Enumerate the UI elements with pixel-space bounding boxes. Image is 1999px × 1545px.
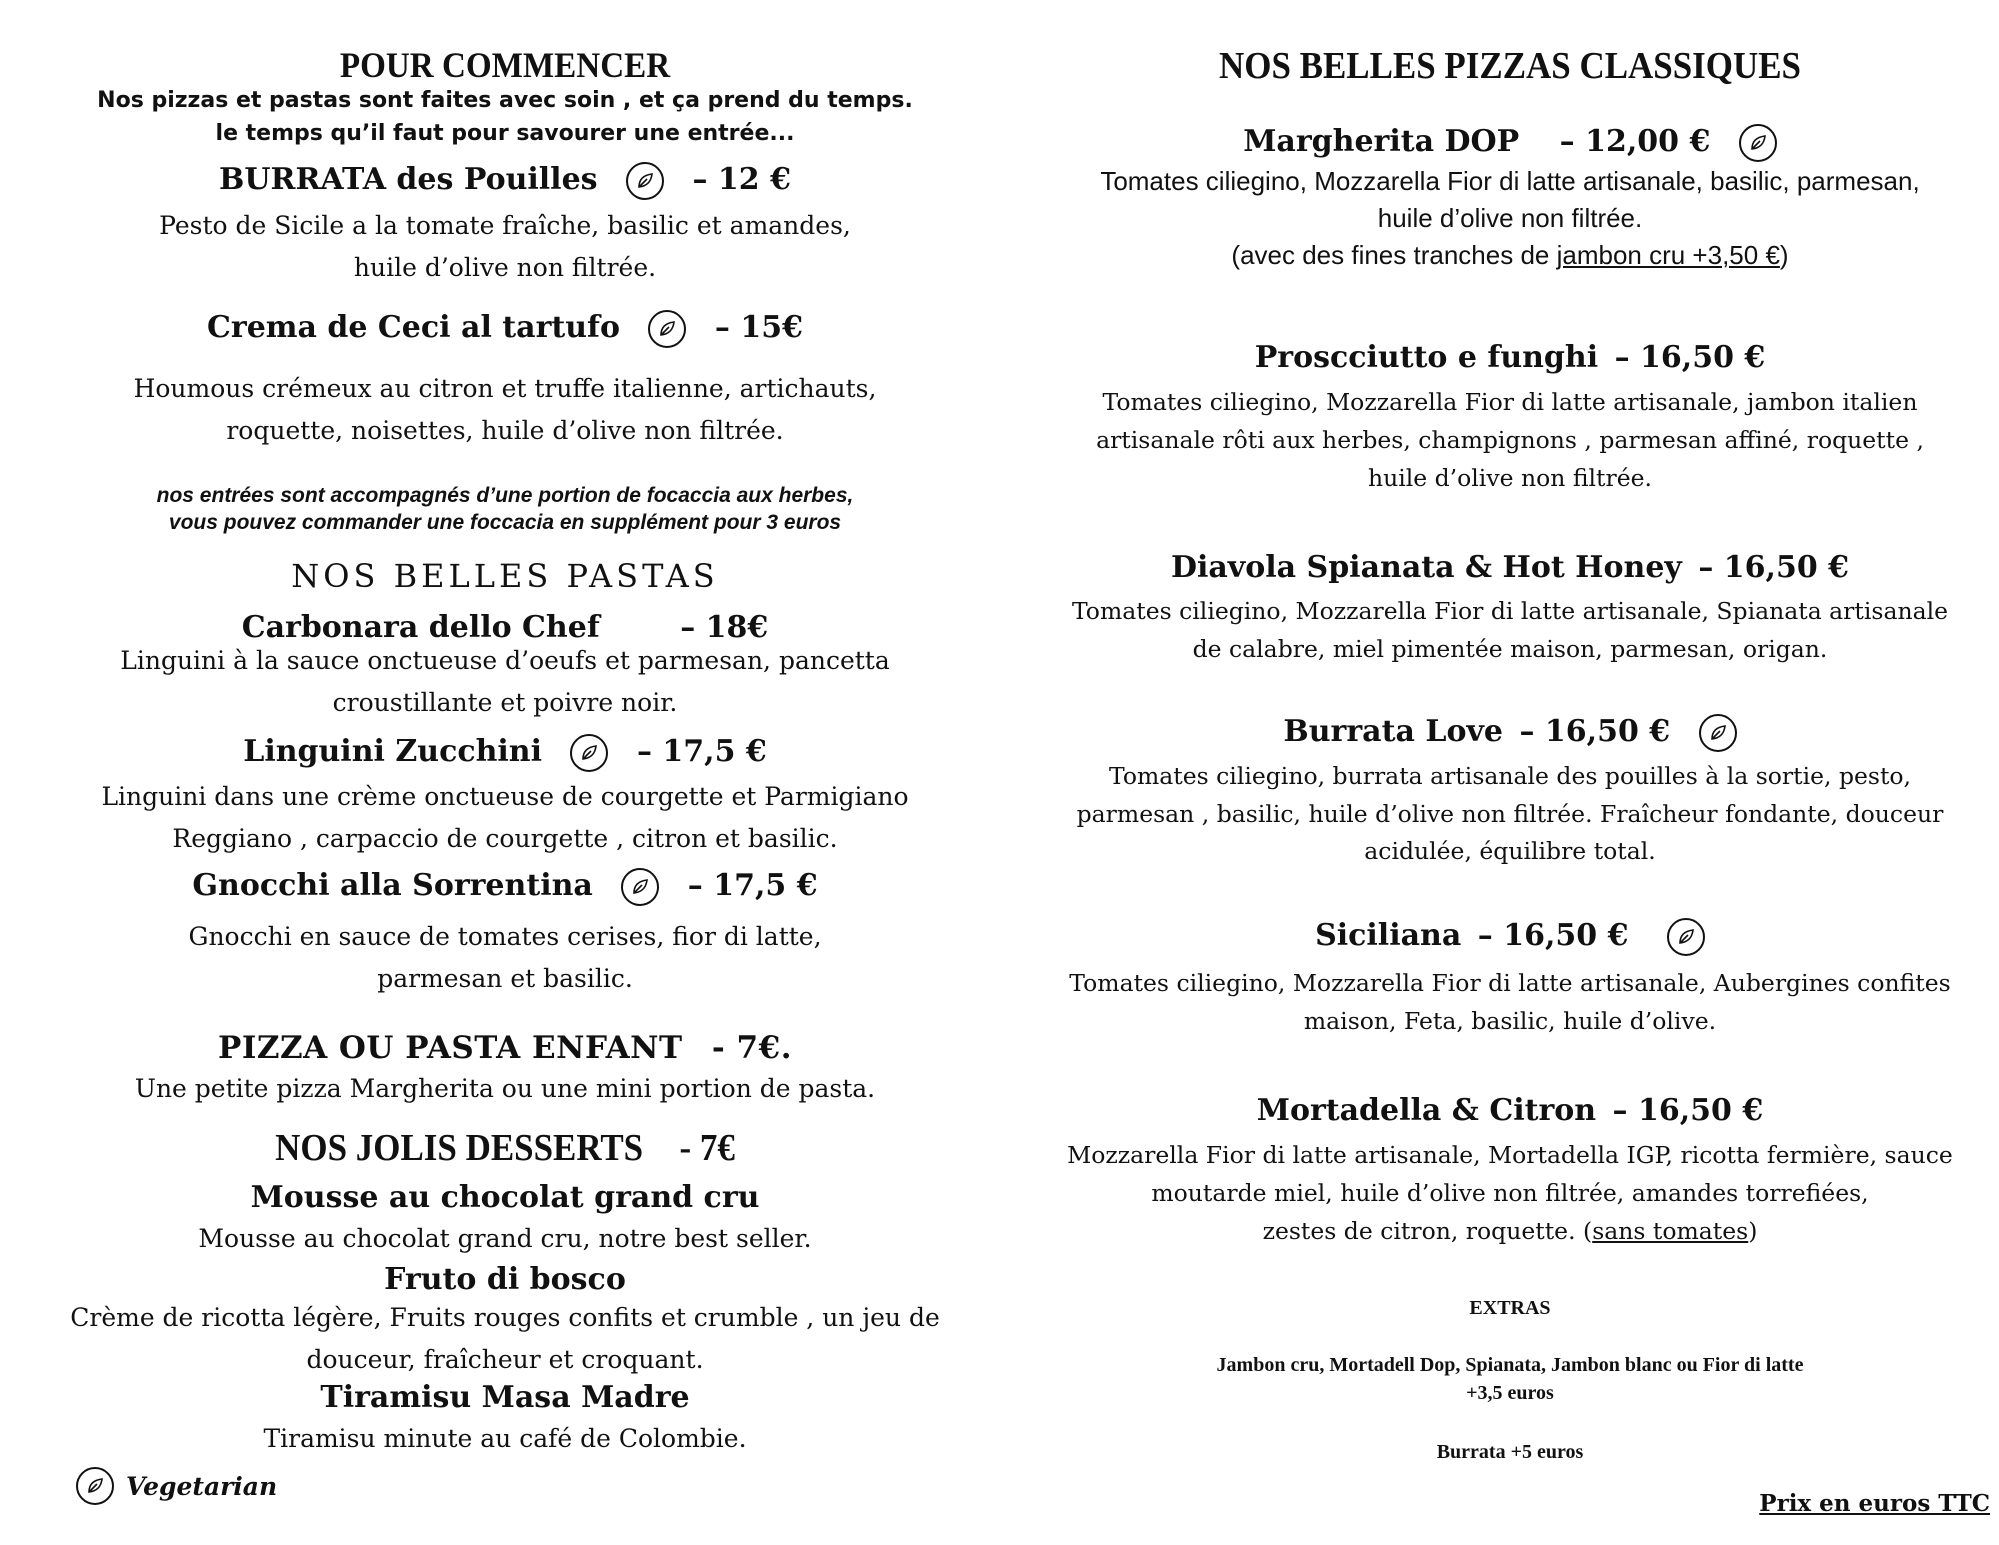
dish-price: – 16,50 € <box>1698 550 1850 585</box>
dish-price: – 16,50 € <box>1519 714 1671 749</box>
pizza-margherita-heading <box>1030 124 1990 162</box>
starters-intro-line1: Nos pizzas et pastas sont faites avec soin , et ça prend du temps. <box>97 88 913 113</box>
dish-name: Linguini Zucchini <box>243 734 543 769</box>
pizza-prosciutto-desc-line3: huile d’olive non filtrée. <box>1367 464 1653 492</box>
pizza-margherita-desc-line1: Tomates ciliegino, Mozzarella Fior di latte artisanale, basilic, parmesan, <box>1100 166 1920 196</box>
leaf-icon <box>621 868 659 906</box>
dish-linguini-desc-line2: Reggiano , carpaccio de courgette , citron et basilic. <box>172 824 838 853</box>
dish-name: Mortadella & Citron <box>1256 1093 1597 1128</box>
dish-price: – 16,50 € <box>1612 1093 1764 1128</box>
dish-gnocchi-desc-line2: parmesan et basilic. <box>377 964 633 993</box>
leaf-icon <box>1739 124 1777 162</box>
extras-line1: Jambon cru, Mortadell Dop, Spianata, Jambon blanc ou Fior di latte <box>1216 1354 1804 1376</box>
section-title-pizzas: NOS BELLES PIZZAS CLASSIQUES <box>1219 45 1801 87</box>
pizza-mortadella-heading <box>1030 1093 1990 1128</box>
dish-price: – 18€ <box>680 610 769 645</box>
desc-text: ) <box>1748 1217 1758 1245</box>
desc-text: ) <box>1779 240 1789 270</box>
pizza-siciliana-desc-line2: maison, Feta, basilic, huile d’olive. <box>1303 1007 1717 1035</box>
extras-title: EXTRAS <box>1469 1297 1551 1319</box>
kids-desc: Une petite pizza Margherita ou une mini portion de pasta. <box>134 1074 876 1103</box>
leaf-icon <box>648 310 686 348</box>
legend-label: Vegetarian <box>126 1471 278 1501</box>
pizza-prosciutto-heading <box>1030 340 1990 375</box>
pizza-margherita-desc-line3 <box>1030 240 1990 271</box>
desserts-price: - 7€ <box>679 1127 735 1169</box>
dessert-mousse-name: Mousse au chocolat grand cru <box>250 1180 760 1215</box>
dish-gnocchi-heading <box>0 868 1010 906</box>
sans-tomates-link[interactable]: sans tomates <box>1592 1217 1749 1245</box>
leaf-icon <box>76 1467 114 1505</box>
pizza-siciliana-desc-line1: Tomates ciliegino, Mozzarella Fior di latte artisanale, Aubergines confites <box>1069 969 1951 997</box>
dish-crema-ceci-desc-line1: Houmous crémeux au citron et truffe italienne, artichauts, <box>133 374 877 403</box>
dish-burrata-desc-line2: huile d’olive non filtrée. <box>353 253 657 282</box>
pizza-mortadella-desc-line3 <box>1030 1212 1990 1250</box>
dish-price: – 17,5 € <box>687 868 818 903</box>
dish-name: BURRATA des Pouilles <box>219 162 598 197</box>
leaf-icon <box>1667 918 1705 956</box>
dish-linguini-zucchini-heading <box>0 734 1010 772</box>
dish-burrata-heading <box>0 162 1010 200</box>
dish-price: – 12,00 € <box>1559 124 1711 159</box>
dessert-fruto-name: Fruto di bosco <box>384 1262 626 1297</box>
section-title-desserts: NOS JOLIS DESSERTS <box>275 1127 644 1169</box>
pizza-diavola-desc-line1: Tomates ciliegino, Mozzarella Fior di latte artisanale, Spianata artisanale <box>1071 597 1949 625</box>
pizza-diavola-heading <box>1030 550 1990 585</box>
dish-carbonara-desc-line2: croustillante et poivre noir. <box>332 688 678 717</box>
kids-price: - 7€. <box>711 1030 792 1066</box>
extras-line3: Burrata +5 euros <box>1436 1441 1584 1463</box>
desc-text: zestes de citron, roquette. ( <box>1262 1217 1593 1245</box>
section-title-starters: POUR COMMENCER <box>339 45 671 85</box>
pizza-burrata-love-desc-line1: Tomates ciliegino, burrata artisanale des pouilles à la sortie, pesto, <box>1108 762 1912 790</box>
dish-name: Crema de Ceci al tartufo <box>207 310 620 345</box>
desserts-heading <box>40 1126 969 1170</box>
leaf-icon <box>1699 714 1737 752</box>
pizza-burrata-love-heading <box>1030 714 1990 752</box>
starters-note-line1: nos entrées sont accompagnés d’une portion de focaccia aux herbes, <box>156 484 854 507</box>
vegetarian-legend <box>76 1467 277 1505</box>
dish-crema-ceci-heading <box>0 310 1010 348</box>
pizza-prosciutto-desc-line1: Tomates ciliegino, Mozzarella Fior di latte artisanale, jambon italien <box>1102 388 1918 416</box>
extras-line2: +3,5 euros <box>1466 1382 1554 1404</box>
section-title-pastas: NOS BELLES PASTAS <box>291 557 719 595</box>
prices-note: Prix en euros TTC <box>1759 1490 1990 1517</box>
dish-name: Siciliana <box>1315 918 1462 953</box>
dish-name: Carbonara dello Chef <box>241 610 600 645</box>
dish-carbonara-desc-line1: Linguini à la sauce onctueuse d’oeufs et parmesan, pancetta <box>120 646 890 675</box>
dessert-fruto-desc-line2: douceur, fraîcheur et croquant. <box>306 1345 704 1374</box>
dish-linguini-desc-line1: Linguini dans une crème onctueuse de courgette et Parmigiano <box>101 782 909 811</box>
pizza-mortadella-desc-line2: moutarde miel, huile d’olive non filtrée, amandes torrefiées, <box>1151 1179 1869 1207</box>
dish-price: – 15€ <box>714 310 803 345</box>
dish-crema-ceci-desc-line2: roquette, noisettes, huile d’olive non filtrée. <box>226 416 784 445</box>
dessert-mousse-desc: Mousse au chocolat grand cru, notre best seller. <box>198 1224 812 1253</box>
jambon-cru-link[interactable]: jambon cru +3,50 € <box>1556 240 1780 270</box>
dish-price: – 16,50 € <box>1477 918 1629 953</box>
leaf-icon <box>570 734 608 772</box>
desc-text: (avec des fines tranches de <box>1231 240 1557 270</box>
dessert-fruto-desc-line1: Crème de ricotta légère, Fruits rouges confits et crumble , un jeu de <box>70 1303 940 1332</box>
dish-name: Proscciutto e funghi <box>1254 340 1599 375</box>
dish-name: Gnocchi alla Sorrentina <box>192 868 593 903</box>
leaf-icon <box>626 162 664 200</box>
starters-note-line2: vous pouvez commander une foccacia en supplément pour 3 euros <box>168 511 842 534</box>
dish-name: Diavola Spianata & Hot Honey <box>1170 550 1682 585</box>
pizza-burrata-love-desc-line2: parmesan , basilic, huile d’olive non filtrée. Fraîcheur fondante, douceur <box>1076 800 1944 828</box>
dish-gnocchi-desc-line1: Gnocchi en sauce de tomates cerises, fior di latte, <box>188 922 822 951</box>
dish-price: – 12 € <box>692 162 791 197</box>
dish-name: Burrata Love <box>1283 714 1503 749</box>
pizza-diavola-desc-line2: de calabre, miel pimentée maison, parmesan, origan. <box>1192 635 1828 663</box>
kids-heading <box>0 1030 1010 1066</box>
dessert-tiramisu-name: Tiramisu Masa Madre <box>320 1380 690 1415</box>
dessert-tiramisu-desc: Tiramisu minute au café de Colombie. <box>263 1424 747 1453</box>
pizza-burrata-love-desc-line3: acidulée, équilibre total. <box>1364 837 1656 865</box>
pizza-mortadella-desc-line1: Mozzarella Fior di latte artisanale, Mortadella IGP, ricotta fermière, sauce <box>1067 1141 1953 1169</box>
dish-price: – 17,5 € <box>636 734 767 769</box>
dish-name: Margherita DOP <box>1243 124 1520 159</box>
dish-burrata-desc-line1: Pesto de Sicile a la tomate fraîche, basilic et amandes, <box>159 211 851 240</box>
kids-title: PIZZA OU PASTA ENFANT <box>218 1030 683 1066</box>
pizza-margherita-desc-line2: huile d’olive non filtrée. <box>1377 203 1643 233</box>
pizza-siciliana-heading <box>1030 918 1990 956</box>
pizza-prosciutto-desc-line2: artisanale rôti aux herbes, champignons , parmesan affiné, roquette , <box>1096 426 1924 454</box>
starters-intro-line2: le temps qu’il faut pour savourer une entrée... <box>215 121 795 146</box>
dish-price: – 16,50 € <box>1614 340 1766 375</box>
